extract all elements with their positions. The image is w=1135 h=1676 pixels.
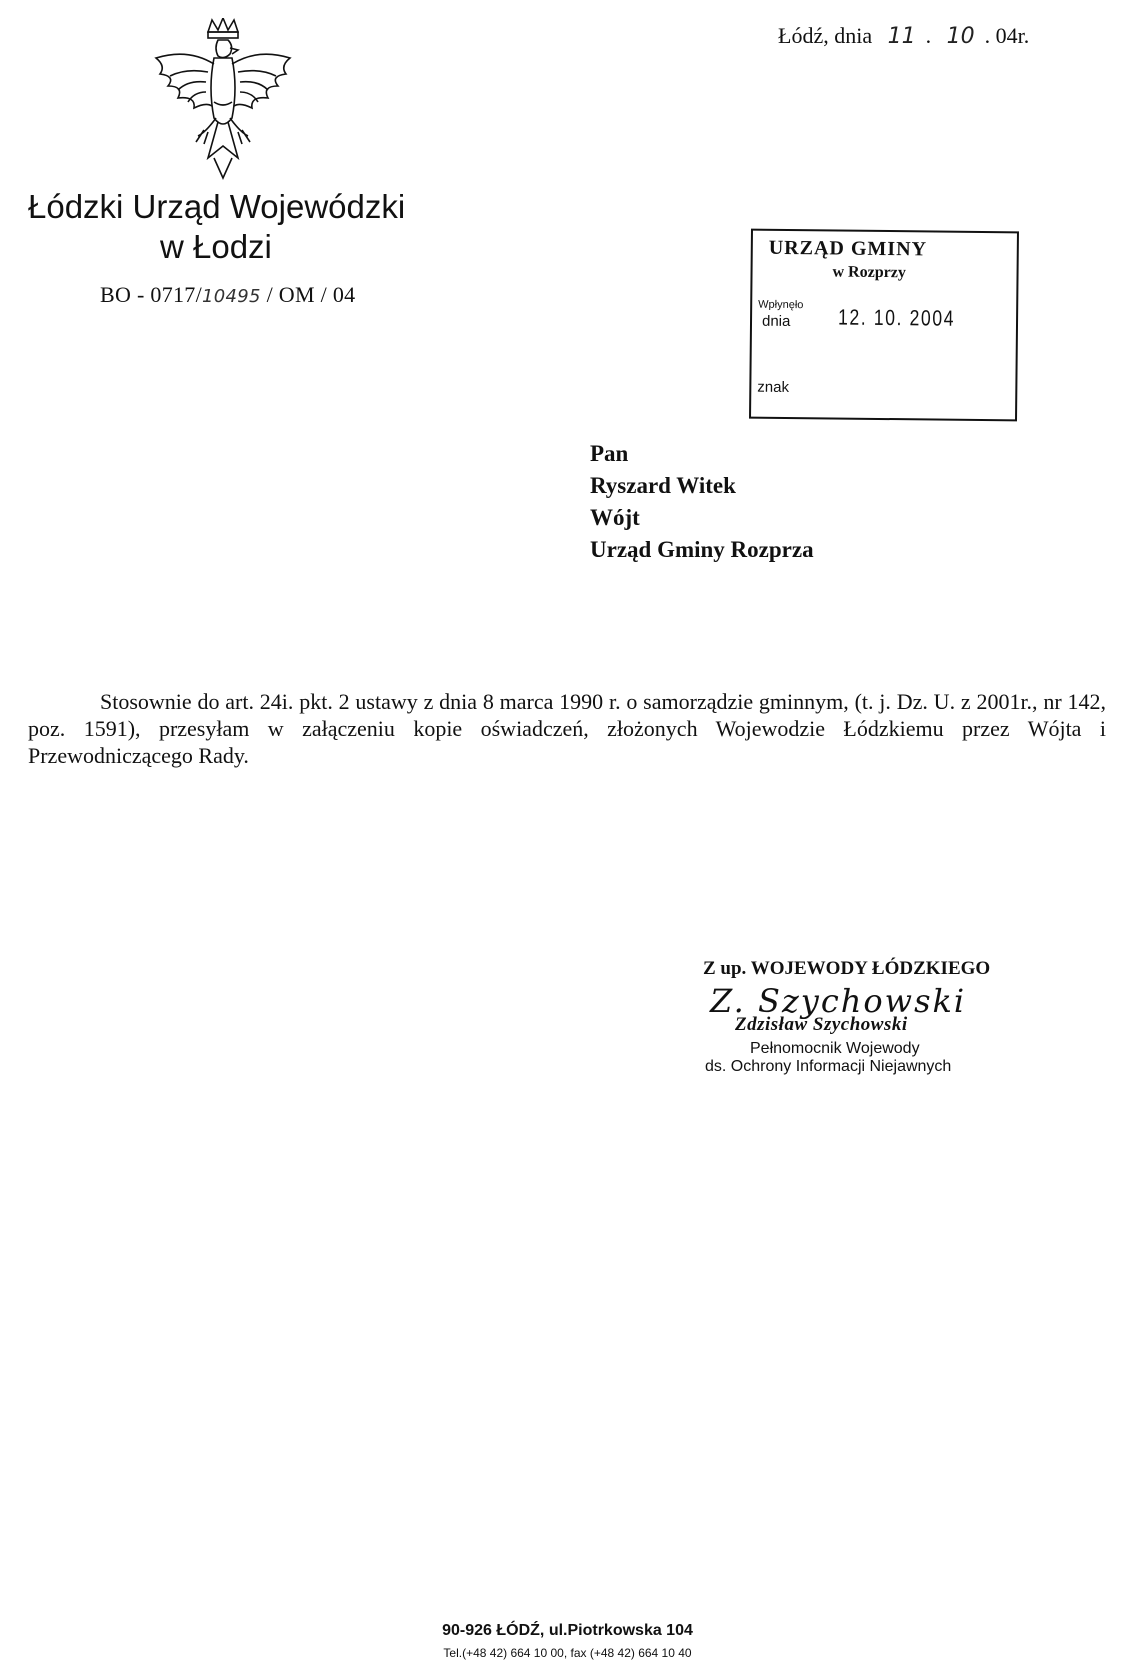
signatory-title: Pełnomocnik Wojewody	[750, 1040, 920, 1057]
received-stamp	[749, 229, 1019, 422]
recipient-name: Ryszard Witek	[590, 473, 736, 498]
stamp-received-date: 12. 10. 2004	[837, 304, 956, 331]
stamp-received-label: Wpłynęło	[758, 298, 804, 312]
date-prefix: Łódź, dnia	[778, 23, 873, 48]
signature-authority: Z up. WOJEWODY ŁÓDZKIEGO	[703, 958, 991, 979]
reference-suffix: / OM / 04	[260, 282, 356, 307]
reference-prefix: BO - 0717/	[100, 282, 202, 307]
signatory-name: Zdzisław Szychowski	[735, 1014, 908, 1035]
footer-address: 90-926 ŁÓDŹ, ul.Piotrkowska 104	[442, 1622, 693, 1639]
letter-date: Łódź, dnia 11 . 10 . 04r.	[778, 23, 1030, 49]
handwritten-signature: Z. Szychowski	[710, 982, 967, 1020]
institution-city: w Łodzi	[160, 228, 272, 265]
body-paragraph: Stosownie do art. 24i. pkt. 2 ustawy z dnia 8 marca 1990 r. o samorządzie gminnym, (t. j. Dz. U. z 2001r., nr 142, poz. 1591), przesyłam w załączeniu kopie oświadczeń, złożonych Wojewodzie Łódzkiemu przez Wójta i Przewodniczącego Rady.	[28, 689, 1106, 768]
reference-number	[100, 282, 355, 308]
stamp-day-label: dnia	[761, 312, 791, 331]
recipient-title: Wójt	[590, 505, 640, 530]
institution-name: Łódzki Urząd Wojewódzki	[28, 188, 406, 225]
letter-body	[28, 688, 1106, 769]
date-day: 11	[887, 24, 916, 49]
stamp-title: URZĄD GMINY	[768, 236, 928, 261]
recipient-salutation: Pan	[590, 441, 629, 466]
recipient-office: Urząd Gminy Rozprza	[590, 537, 814, 562]
stamp-subtitle: w Rozprzy	[832, 263, 906, 282]
footer-contact: Tel.(+48 42) 664 10 00, fax (+48 42) 664 10 40	[443, 1646, 692, 1660]
signatory-department: ds. Ochrony Informacji Niejawnych	[705, 1058, 952, 1075]
date-month: 10	[946, 24, 975, 49]
date-year: . 04r.	[984, 23, 1030, 48]
recipient-address	[590, 438, 814, 566]
stamp-sign-label: znak	[757, 378, 790, 397]
reference-handwritten: 10495	[202, 286, 261, 307]
polish-eagle-emblem-icon	[148, 18, 298, 180]
